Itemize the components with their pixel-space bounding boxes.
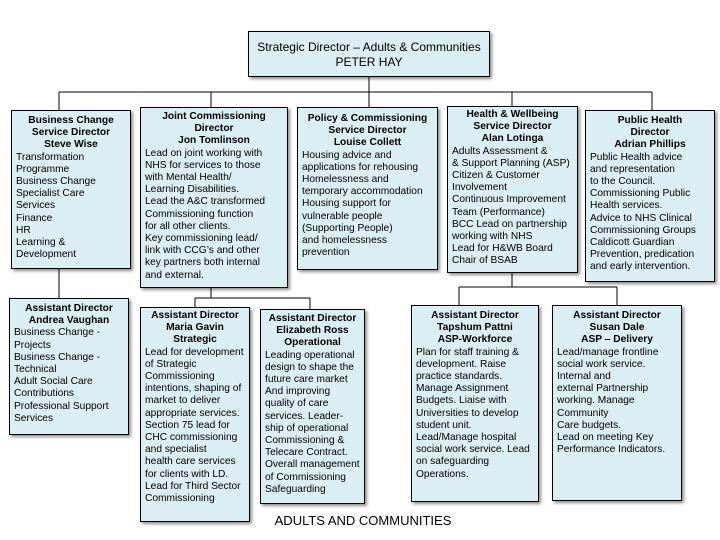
box-body-line: future care market [265, 374, 348, 386]
box-body-line: for clients with LD. [145, 468, 229, 480]
box-title-line: Joint Commissioning [162, 111, 266, 122]
box-body-line: quality of care [265, 398, 329, 410]
box-body-line: Projects [14, 339, 51, 351]
box-body-line: Care budgets. [557, 419, 621, 431]
box-title-line: Service Director [473, 121, 552, 133]
assistant-director-elizabeth-ross-box [260, 309, 365, 504]
box-body-line: Health services. [590, 200, 663, 212]
health-wellbeing-director-box [447, 106, 578, 273]
box-body-line: and external. [145, 269, 204, 281]
diagram-caption: ADULTS AND COMMUNITIES [274, 513, 452, 528]
box-body-line: social work service. Lead [416, 444, 530, 456]
box-body-line: Public Health advice [590, 151, 683, 163]
box-body-line: and early intervention. [590, 261, 691, 273]
box-body-line: and specialist [145, 444, 207, 456]
box-title-line: Operational [284, 337, 341, 349]
box-title-line: Alan Lotinga [481, 133, 544, 145]
strategic-director-box [248, 31, 490, 77]
box-title-line: Jon Tomlinson [178, 135, 250, 147]
box-body-line: Learning Disabilities. [145, 184, 240, 196]
box-body-line: Business Change - [14, 327, 101, 339]
box-body-line: & Support Planning (ASP) [452, 157, 570, 169]
box-body-line: practice standards. [416, 371, 503, 383]
box-body-line: Adults Assessment & [452, 145, 548, 157]
box-body-line: Finance [16, 212, 53, 224]
box-body-line: HR [16, 224, 31, 236]
box-body-line: Internal and [557, 371, 611, 383]
box-body-line: Services [16, 200, 56, 212]
box-body-line: working. Manage [557, 395, 635, 407]
box-body-line: Professional Support [14, 400, 109, 412]
box-body-line: Involvement [452, 182, 507, 194]
box-body-line: of Commissioning [265, 471, 346, 483]
box-body-line: external Partnership [557, 383, 649, 395]
box-body-line: services. Leader- [265, 410, 344, 422]
box-title-line: Director [630, 127, 670, 139]
box-body-line: Commissioning Public [590, 188, 691, 200]
box-body-line: Lead for development [145, 346, 244, 358]
assistant-director-maria-gavin-box [140, 307, 250, 522]
box-body-line: Budgets. Liaise with [416, 395, 507, 407]
box-title-line: Elizabeth Ross [276, 325, 349, 337]
box-body-line: Commissioning [145, 371, 215, 383]
box-body-line: Lead on meeting Key [557, 432, 654, 444]
box-body-line: with Mental Health/ [145, 172, 232, 184]
box-body-line: to the Council. [590, 176, 656, 188]
public-health-director-box [585, 110, 715, 282]
box-title-line: Assistant Director [151, 310, 239, 321]
box-body-line: Technical [14, 364, 57, 376]
box-body-line: And improving [265, 386, 331, 398]
box-body-line: Overall management [265, 459, 360, 471]
box-body-line: prevention [302, 247, 350, 259]
box-title-line: Susan Dale [589, 322, 645, 334]
box-body-line: design to shape the [265, 361, 354, 373]
box-body-line: Development [16, 249, 77, 261]
box-body-line: Key commissioning lead/ [145, 233, 258, 245]
strategic-director-title: Strategic Director – Adults & Communities [257, 40, 481, 54]
strategic-director-name: PETER HAY [335, 55, 403, 69]
box-body-line: applications for rehousing [302, 161, 419, 173]
box-body-line: Services [14, 412, 54, 424]
box-body-line: Safeguarding [265, 483, 326, 495]
box-title-line: Assistant Director [25, 303, 113, 314]
box-body-line: Prevention, predication [590, 249, 695, 261]
box-title-line: Assistant Director [431, 310, 519, 321]
box-body-line: health care services [145, 456, 236, 468]
box-body-line: temporary accommodation [302, 186, 423, 198]
box-body-line: Housing support for [302, 198, 391, 210]
box-body-line: Contributions [14, 388, 75, 400]
box-body-line: NHS for services to those [145, 159, 261, 171]
box-title-line: Service Director [328, 125, 407, 137]
box-body-line: Citizen & Customer [452, 170, 540, 182]
box-title-line: Health & Wellbeing [466, 109, 559, 120]
box-body-line: Homelessness and [302, 174, 389, 186]
box-body-line: Commissioning function [145, 208, 254, 220]
box-title-line: Tapshum Pattni [437, 322, 513, 334]
box-body-line: working with NHS [452, 231, 533, 243]
box-body-line: Community [557, 407, 609, 419]
box-body-line: Performance Indicators. [557, 444, 666, 456]
box-body-line: Commissioning & [265, 435, 345, 447]
box-body-line: Lead/manage frontline [557, 346, 659, 358]
box-title-line: Louise Collett [333, 137, 402, 149]
box-title-line: Service Director [31, 127, 111, 139]
box-body-line: Specialist Care [16, 188, 85, 200]
box-title-line: Andrea Vaughan [28, 315, 110, 327]
box-body-line: Business Change [16, 176, 96, 188]
box-body-line: Operations. [416, 468, 469, 480]
box-body-line: student unit. [416, 419, 472, 431]
box-body-line: (Supporting People) [302, 222, 393, 234]
box-title-line: Director [194, 123, 234, 135]
box-title-line: Public Health [617, 115, 683, 126]
box-body-line: vulnerable people [302, 210, 383, 222]
box-body-line: on safeguarding [416, 456, 490, 468]
box-body-line: Adult Social Care [14, 376, 93, 388]
business-change-director-box [11, 110, 131, 269]
box-body-line: Programme [16, 163, 70, 175]
box-title-line: Assistant Director [573, 310, 661, 321]
box-body-line: Lead on joint working with [145, 147, 263, 159]
box-body-line: Transformation [16, 151, 85, 163]
joint-commissioning-director-box [140, 107, 288, 288]
assistant-director-andrea-vaughan-box [9, 298, 129, 435]
box-body-line: Commissioning Groups [590, 224, 696, 236]
box-body-line: Manage Assignment [416, 383, 509, 395]
box-body-line: development. Raise [416, 358, 507, 370]
assistant-director-susan-dale-box [552, 305, 682, 501]
box-body-line: Lead the A&C transformed [145, 196, 266, 208]
assistant-director-tapshum-pattni-box [411, 305, 539, 502]
box-body-line: intentions, shaping of [145, 383, 242, 395]
box-body-line: appropriate services. [145, 407, 240, 419]
box-body-line: Business Change - [14, 351, 101, 363]
box-title-line: Maria Gavin [166, 322, 224, 334]
box-body-line: Lead for H&WB Board [452, 243, 553, 255]
box-body-line: Continuous Improvement [452, 194, 566, 206]
box-body-line: BCC Lead on partnership [452, 218, 567, 230]
box-body-line: and representation [590, 163, 675, 175]
box-body-line: Chair of BSAB [452, 255, 518, 267]
box-body-line: key partners both internal [145, 257, 260, 269]
box-body-line: Caldicott Guardian [590, 237, 675, 249]
box-body-line: for all other clients. [145, 220, 231, 232]
box-title-line: ASP – Delivery [581, 334, 653, 346]
box-body-line: Leading operational [265, 349, 355, 361]
box-title-line: Steve Wise [44, 139, 98, 151]
box-title-line: Adrian Phillips [614, 139, 686, 151]
box-body-line: Telecare Contract. [265, 447, 348, 459]
box-body-line: CHC commissioning [145, 432, 238, 444]
box-body-line: Plan for staff training & [416, 346, 519, 358]
box-body-line: social work service. [557, 358, 646, 370]
box-body-line: Advice to NHS Clinical [590, 212, 692, 224]
box-body-line: market to deliver [145, 395, 221, 407]
box-title-line: Assistant Director [268, 313, 357, 324]
box-body-line: of Strategic [145, 358, 197, 370]
box-body-line: and homelessness [302, 235, 387, 247]
box-body-line: Lead for Third Sector [145, 480, 241, 492]
box-body-line: Universities to develop [416, 407, 519, 419]
box-body-line: Learning & [16, 237, 66, 249]
box-body-line: Section 75 lead for [145, 419, 230, 431]
policy-commissioning-director-box [297, 107, 438, 270]
box-body-line: link with CCG’s and other [145, 245, 260, 257]
box-title-line: Business Change [28, 115, 114, 126]
box-title-line: Policy & Commissioning [307, 113, 428, 124]
box-title-line: Strategic [173, 334, 217, 346]
box-body-line: Housing advice and [302, 149, 392, 161]
box-title-line: ASP-Workforce [437, 334, 513, 346]
box-body-line: ship of operational [265, 422, 349, 434]
box-body-line: Lead/Manage hospital [416, 432, 517, 444]
box-body-line: Commissioning [145, 493, 215, 505]
box-body-line: Team (Performance) [452, 206, 545, 218]
